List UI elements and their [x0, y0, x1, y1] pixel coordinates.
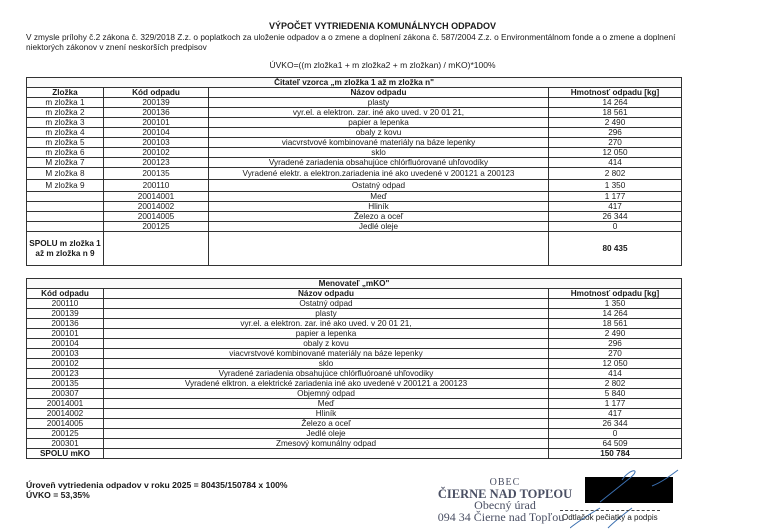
table-row [27, 299, 682, 309]
table-row [27, 339, 682, 349]
empty-cell [209, 232, 549, 266]
denominator-header-row [27, 289, 682, 299]
table-row [27, 118, 682, 128]
table-row [27, 108, 682, 118]
component-cell: m zložka 2 [27, 108, 104, 118]
code-cell: 200103 [104, 138, 209, 148]
code-cell: 200301 [27, 439, 104, 449]
code-cell: 20014002 [104, 202, 209, 212]
table-row [27, 369, 682, 379]
col-header-component: Zložka [27, 88, 104, 98]
name-cell: viacvrstvové kombinované materiály na báze lepenky [209, 138, 549, 148]
empty-cell [104, 232, 209, 266]
code-cell: 200103 [27, 349, 104, 359]
result-block [26, 480, 288, 500]
code-cell: 20014005 [27, 419, 104, 429]
name-cell: plasty [209, 98, 549, 108]
weight-cell: 2 802 [549, 168, 682, 180]
weight-cell: 414 [549, 369, 682, 379]
name-cell: Objemný odpad [104, 389, 549, 399]
stamp-line-1: OBEC [489, 477, 521, 488]
col-header-code: Kód odpadu [104, 88, 209, 98]
name-cell: Jedlé oleje [104, 429, 549, 439]
table-row [27, 222, 682, 232]
denominator-total-row [27, 449, 682, 459]
table-row [27, 349, 682, 359]
table-row [27, 439, 682, 449]
name-cell: sklo [104, 359, 549, 369]
signature-label: Odtlačok pečiatky a podpis [562, 513, 658, 522]
code-cell: 200101 [104, 118, 209, 128]
stamp-line-4: 094 34 Čierne nad Topľou [437, 510, 565, 524]
code-cell: 200135 [27, 379, 104, 389]
table-row [27, 212, 682, 222]
name-cell: viacvrstvové kombinované materiály na báze lepenky [104, 349, 549, 359]
code-cell: 200135 [104, 168, 209, 180]
code-cell: 200139 [27, 309, 104, 319]
table-row [27, 399, 682, 409]
col-header-weight: Hmotnosť odpadu [kg] [549, 88, 682, 98]
result-value: ÚVKO = 53,35% [26, 490, 90, 500]
component-cell: M zložka 8 [27, 168, 104, 180]
name-cell: Vyradené elktron. a elektrické zariadenia iné ako uvedené v 200121 a 200123 [104, 379, 549, 389]
numerator-total-value: 80 435 [549, 232, 682, 266]
stamp-line-2: ČIERNE NAD TOPĽOU [437, 487, 573, 501]
table-row [27, 329, 682, 339]
table-row [27, 138, 682, 148]
component-cell [27, 212, 104, 222]
table-row [27, 158, 682, 168]
name-cell: Meď [209, 192, 549, 202]
name-cell: plasty [104, 309, 549, 319]
name-cell: Zmesový komunálny odpad [104, 439, 549, 449]
signature-scribble-icon [570, 466, 690, 532]
col-header-name: Názov odpadu [209, 88, 549, 98]
code-cell: 200136 [27, 319, 104, 329]
name-cell: Hliník [209, 202, 549, 212]
table-row [27, 128, 682, 138]
weight-cell: 296 [549, 128, 682, 138]
name-cell: Ostatný odpad [104, 299, 549, 309]
component-cell [27, 192, 104, 202]
weight-cell: 26 344 [549, 419, 682, 429]
weight-cell: 270 [549, 138, 682, 148]
table-row [27, 180, 682, 192]
table-row [27, 409, 682, 419]
code-cell: 200125 [104, 222, 209, 232]
table-row [27, 419, 682, 429]
office-stamp [430, 478, 580, 523]
code-cell: 200307 [27, 389, 104, 399]
code-cell: 200104 [104, 128, 209, 138]
code-cell: 20014001 [27, 399, 104, 409]
name-cell: sklo [209, 148, 549, 158]
result-formula: Úroveň vytriedenia odpadov v roku 2025 = 80435/150784 x 100% [26, 480, 288, 490]
weight-cell: 26 344 [549, 212, 682, 222]
component-cell: m zložka 6 [27, 148, 104, 158]
name-cell: Vyradené elektr. a elektron.zariadenia iné ako uvedené v 200121 a 200123 [209, 168, 549, 180]
code-cell: 200139 [104, 98, 209, 108]
denominator-table [26, 278, 682, 459]
col-header-name: Názov odpadu [104, 289, 549, 299]
numerator-table [26, 77, 682, 266]
numerator-total-row [27, 232, 682, 266]
code-cell: 200110 [27, 299, 104, 309]
component-cell: m zložka 3 [27, 118, 104, 128]
denominator-rows [27, 299, 682, 449]
component-cell: M zložka 9 [27, 180, 104, 192]
table-row [27, 319, 682, 329]
name-cell: Vyradené zariadenia obsahujúce chlórfluórované uhľovodíky [209, 158, 549, 168]
weight-cell: 12 050 [549, 359, 682, 369]
weight-cell: 1 350 [549, 299, 682, 309]
formula: ÚVKO=((m zložka1 + m zložka2 + m zložkan) / mKO)*100% [269, 60, 496, 70]
table-row [27, 202, 682, 212]
table-row [27, 309, 682, 319]
table-row [27, 379, 682, 389]
numerator-caption: Čitateľ vzorca „m zložka 1 až m zložka n" [27, 78, 682, 88]
name-cell: vyr.el. a elektron. zar. iné ako uved. v 20 01 21, [104, 319, 549, 329]
weight-cell: 1 177 [549, 399, 682, 409]
component-cell: M zložka 7 [27, 158, 104, 168]
weight-cell: 417 [549, 409, 682, 419]
table-row [27, 389, 682, 399]
name-cell: obaly z kovu [209, 128, 549, 138]
code-cell: 200110 [104, 180, 209, 192]
weight-cell: 5 840 [549, 389, 682, 399]
name-cell: Hliník [104, 409, 549, 419]
table-row [27, 148, 682, 158]
table-row [27, 168, 682, 180]
weight-cell: 14 264 [549, 309, 682, 319]
component-cell: m zložka 5 [27, 138, 104, 148]
weight-cell: 296 [549, 339, 682, 349]
name-cell: Jedlé oleje [209, 222, 549, 232]
name-cell: obaly z kovu [104, 339, 549, 349]
weight-cell: 2 490 [549, 118, 682, 128]
code-cell: 200101 [27, 329, 104, 339]
table-row [27, 98, 682, 108]
empty-cell [104, 449, 549, 459]
name-cell: Vyradené zariadenia obsahujúce chlórfluóroané uhľovodiky [104, 369, 549, 379]
weight-cell: 18 561 [549, 319, 682, 329]
weight-cell: 1 350 [549, 180, 682, 192]
name-cell: Železo a oceľ [104, 419, 549, 429]
col-header-weight: Hmotnosť odpadu [kg] [549, 289, 682, 299]
weight-cell: 1 177 [549, 192, 682, 202]
code-cell: 200123 [27, 369, 104, 379]
table-row [27, 192, 682, 202]
weight-cell: 64 509 [549, 439, 682, 449]
name-cell: Ostatný odpad [209, 180, 549, 192]
component-cell: m zložka 1 [27, 98, 104, 108]
code-cell: 200102 [104, 148, 209, 158]
table-row [27, 359, 682, 369]
name-cell: papier a lepenka [104, 329, 549, 339]
component-cell [27, 202, 104, 212]
name-cell: Železo a oceľ [209, 212, 549, 222]
weight-cell: 14 264 [549, 98, 682, 108]
signature-line [560, 510, 660, 511]
component-cell [27, 222, 104, 232]
weight-cell: 0 [549, 222, 682, 232]
numerator-total-label: SPOLU m zložka 1 až m zložka n 9 [27, 232, 104, 266]
code-cell: 20014005 [104, 212, 209, 222]
weight-cell: 12 050 [549, 148, 682, 158]
document-title: VÝPOČET VYTRIEDENIA KOMUNÁLNYCH ODPADOV [268, 21, 497, 31]
weight-cell: 270 [549, 349, 682, 359]
col-header-code: Kód odpadu [27, 289, 104, 299]
weight-cell: 2 490 [549, 329, 682, 339]
code-cell: 200125 [27, 429, 104, 439]
weight-cell: 0 [549, 429, 682, 439]
numerator-header-row [27, 88, 682, 98]
weight-cell: 417 [549, 202, 682, 212]
code-cell: 200123 [104, 158, 209, 168]
code-cell: 200104 [27, 339, 104, 349]
table-row [27, 429, 682, 439]
code-cell: 200102 [27, 359, 104, 369]
code-cell: 20014002 [27, 409, 104, 419]
denominator-total-label: SPOLU mKO [27, 449, 104, 459]
code-cell: 200136 [104, 108, 209, 118]
weight-cell: 18 561 [549, 108, 682, 118]
stamp-line-3: Obecný úrad [474, 498, 536, 512]
numerator-rows [27, 98, 682, 232]
name-cell: Meď [104, 399, 549, 409]
weight-cell: 2 802 [549, 379, 682, 389]
legal-basis-text: V zmysle prílohy č.2 zákona č. 329/2018 Z.z. o poplatkoch za uloženie odpadov a o zmene a doplnení zákona č. 587/2004 Z.z. o Environmentálnom fonde a o zmene a doplnení niektorých zákonov v znení neskorších predpisov [26, 32, 676, 53]
name-cell: vyr.el. a elektron. zar. iné ako uved. v 20 01 21, [209, 108, 549, 118]
name-cell: papier a lepenka [209, 118, 549, 128]
component-cell: m zložka 4 [27, 128, 104, 138]
code-cell: 20014001 [104, 192, 209, 202]
denominator-caption: Menovateľ „mKO" [27, 279, 682, 289]
weight-cell: 414 [549, 158, 682, 168]
denominator-total-value: 150 784 [549, 449, 682, 459]
